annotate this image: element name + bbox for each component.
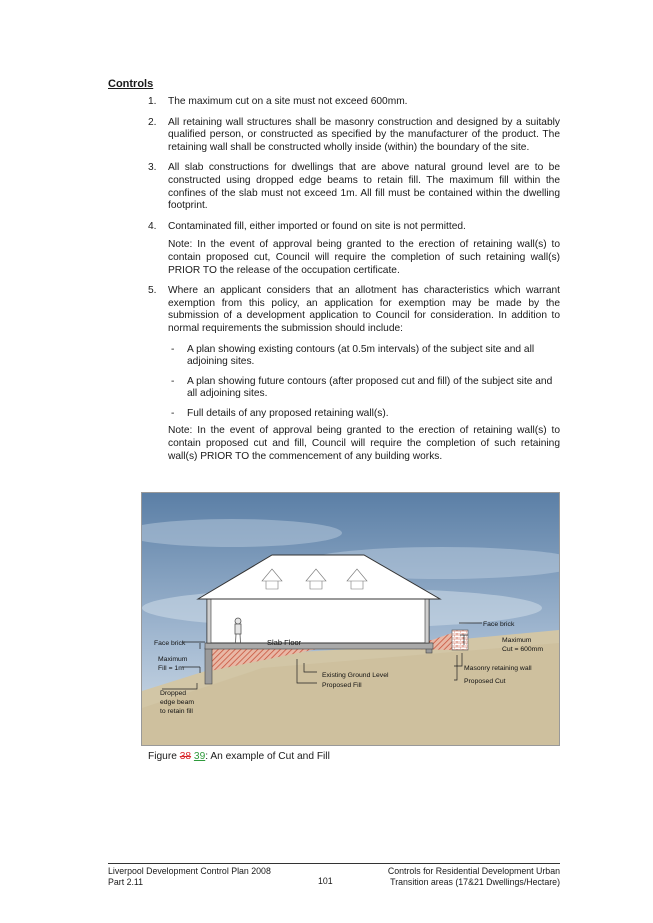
footer-divider (108, 863, 560, 864)
caption-prefix: Figure (148, 751, 180, 762)
list-item (108, 96, 560, 109)
section-heading: Controls (108, 78, 154, 90)
caption-old-number: 38 (179, 751, 192, 762)
dash-bullet: - (171, 343, 175, 355)
item-number: 2. (148, 116, 157, 128)
slab-floor (205, 643, 433, 649)
label-slab-floor: Slab Floor (267, 638, 302, 647)
label-dropped: Dropped (160, 690, 187, 697)
footer-right (388, 866, 560, 887)
footer-part: Part 2.11 (108, 876, 144, 887)
label-existing-ground-level: Existing Ground Level (322, 672, 389, 679)
label-masonry-retaining-wall: Masonry retaining wall (464, 665, 532, 672)
item-text: Where an applicant considers that an allotment has characteristics which warrant exemption from this policy, an application for exemption may be made by the submission of a development application to Council for consideration. In addition to normal requirements the submission should include: (168, 285, 560, 334)
sub-item-text: A plan showing future contours (after proposed cut and fill) of the subject site and all adjoining sites. (187, 375, 553, 400)
list-item (108, 162, 560, 212)
page-number: 101 (318, 876, 333, 886)
list-item (108, 117, 560, 155)
sub-list-item (108, 344, 560, 369)
label-maximum-cut: Maximum (502, 637, 532, 644)
item-text: All slab constructions for dwellings that are above natural ground level are to be constructed using dropped edge beams to retain fill. The maximum fill within the confines of the slab must not exceed 1m. All fill must be contained within the dwelling footprint. (168, 162, 560, 212)
label-proposed-fill: Proposed Fill (322, 682, 362, 689)
sub-item-text: Full details of any proposed retaining wall(s). (187, 407, 389, 419)
label-proposed-cut: Proposed Cut (464, 678, 506, 685)
dash-bullet: - (171, 407, 175, 419)
footer-section-title: Controls for Residential Development Urban (387, 866, 560, 876)
caption-suffix: : An example of Cut and Fill (205, 751, 330, 762)
item-number: 4. (148, 220, 157, 232)
note-item-5: Note: In the event of approval being granted to the erection of retaining wall(s) to contain proposed cut and fill, Council will require the completion of such retaining wall(s) PRIOR TO the commencement of any building works. (168, 425, 560, 462)
label-face-brick-left: Face brick (154, 640, 186, 647)
item-text: Contaminated fill, either imported or found on site is not permitted. (168, 220, 466, 232)
label-to-retain-fill: to retain fill (160, 708, 193, 715)
list-item (108, 285, 560, 335)
controls-list (108, 96, 560, 471)
cut-and-fill-figure (141, 492, 560, 746)
label-cut-600mm: Cut = 600mm (502, 646, 543, 653)
footer-left (108, 866, 271, 887)
figure-caption (148, 751, 330, 762)
sub-list-item (108, 376, 560, 401)
item-number: 3. (148, 162, 157, 174)
note-item-4: Note: In the event of approval being granted to the erection of retaining wall(s) to contain proposed cut, Council will require the completion of such retaining wall(s) PRIOR TO the release of the occupation certificate. (168, 239, 560, 276)
masonry-retaining-wall (452, 630, 468, 650)
footer-section-subtitle: Transition areas (17&21 Dwellings/Hectare) (390, 876, 560, 887)
label-face-brick-right: Face brick (483, 621, 515, 628)
label-maximum-fill: Maximum (158, 656, 188, 663)
footer-document-title: Liverpool Development Control Plan 2008 (108, 866, 271, 876)
dash-bullet: - (171, 375, 175, 387)
item-text: All retaining wall structures shall be masonry construction and designed by a suitably qualified person, or constructed as specified by the manufacturer of the product. The retaining wall shall be constructed wholly inside (within) the boundary of the site. (168, 116, 560, 153)
label-fill-1m: Fill = 1m (158, 665, 184, 672)
sub-item-text: A plan showing existing contours (at 0.5m intervals) of the subject site and all adjoining sites. (187, 343, 535, 368)
label-edge-beam: edge beam (160, 699, 195, 706)
caption-new-number: 39 (193, 751, 206, 762)
item-number: 1. (148, 96, 157, 107)
list-item (108, 221, 560, 234)
item-text: The maximum cut on a site must not exceed 600mm. (168, 96, 408, 107)
dropped-edge-beam (205, 648, 212, 684)
item-number: 5. (148, 285, 157, 297)
sub-list-item (108, 408, 560, 421)
cut-and-fill-diagram (142, 493, 559, 745)
